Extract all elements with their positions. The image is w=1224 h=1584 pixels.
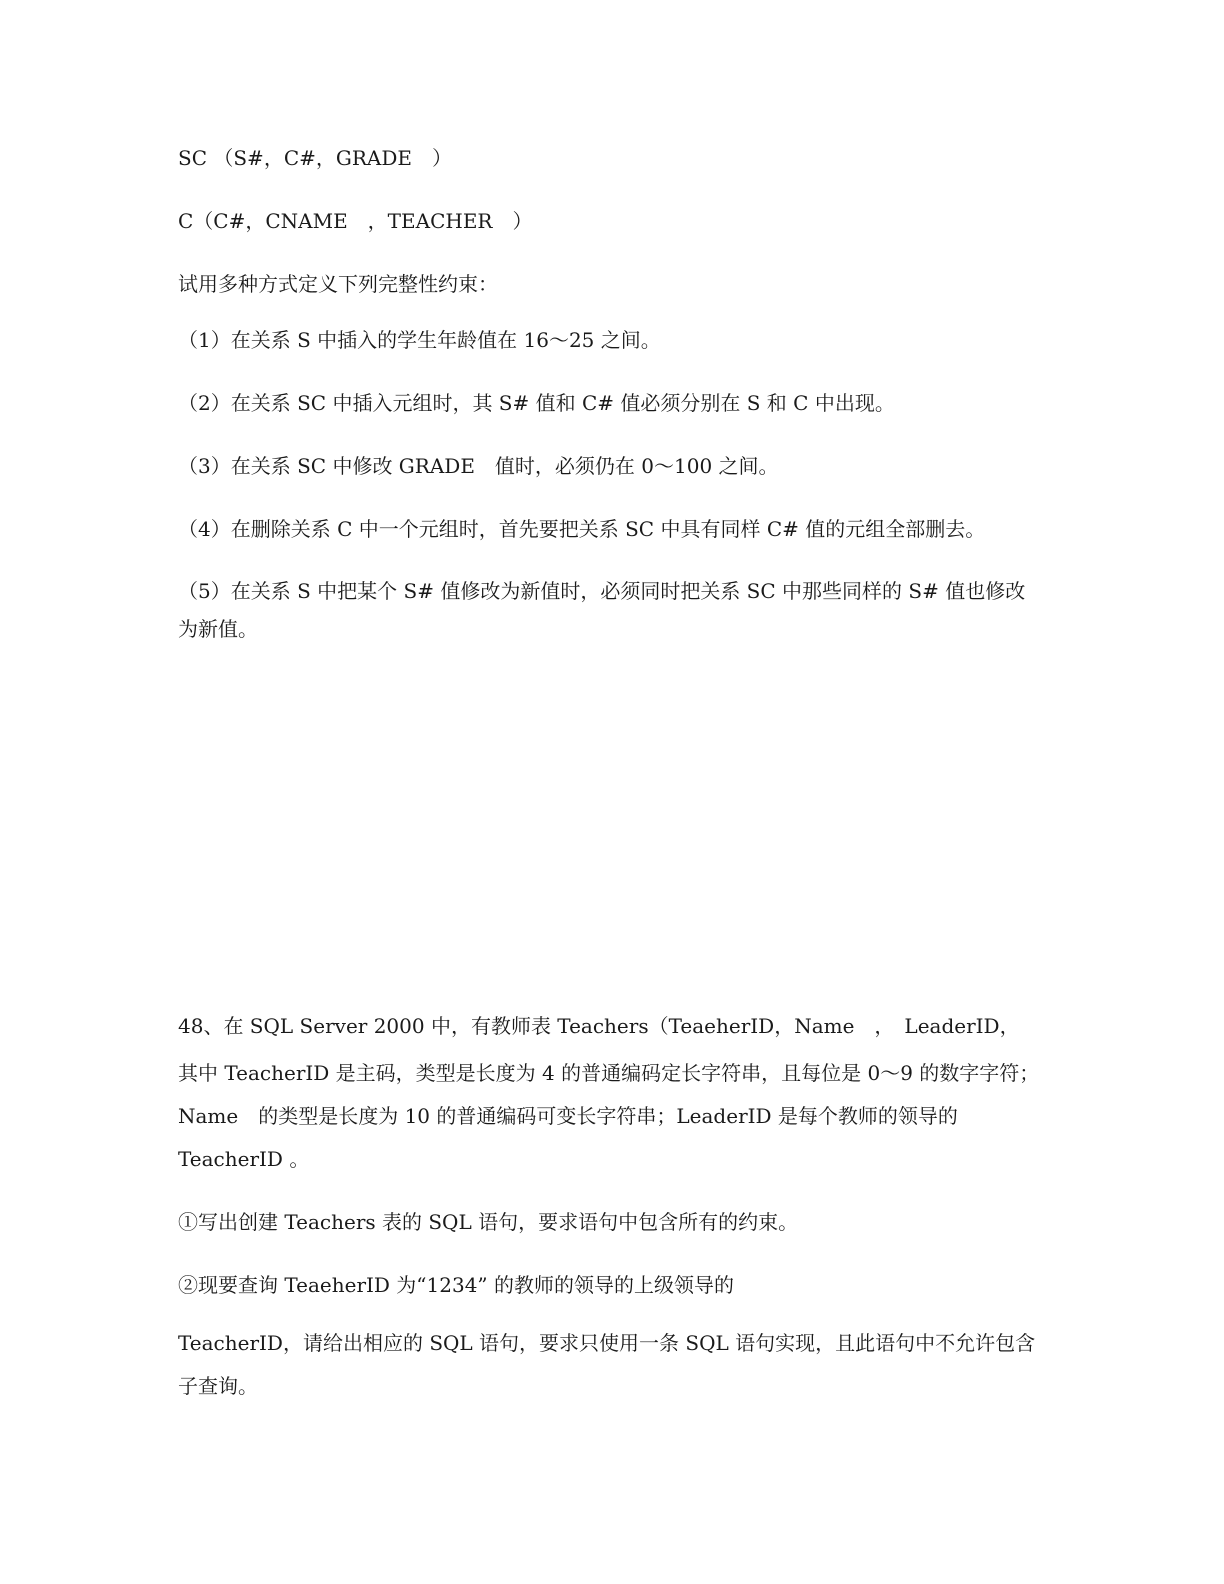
constraint-item-5: （5）在关系 S 中把某个 S# 值修改为新值时，必须同时把关系 SC 中那些同样的 S# 值也修改为新值。 [178,579,1026,641]
question-48-body: 其中 TeacherID 是主码，类型是长度为 4 的普通编码定长字符串，且每位是 0～9 的数字字符；Name 的类型是长度为 10 的普通编码可变长字符串；LeaderID 是每个教师的领导的 TeacherID 。 [178,1061,1040,1171]
constraint-item-2: （2）在关系 SC 中插入元组时，其 S# 值和 C# 值必须分别在 S 和 C 中出现。 [178,391,895,415]
constraint-item-4: （4）在删除关系 C 中一个元组时，首先要把关系 SC 中具有同样 C# 值的元组全部删去。 [178,517,986,541]
constraints-intro: 试用多种方式定义下列完整性约束： [178,272,498,296]
constraint-item-1: （1）在关系 S 中插入的学生年龄值在 16～25 之间。 [178,328,661,352]
question-48-heading: 48、在 SQL Server 2000 中，有教师表 Teachers（TeaeherID，Name ， LeaderID， [178,1014,1020,1038]
schema-sc: SC （S#，C#，GRADE ） [178,146,452,170]
constraint-item-3: （3）在关系 SC 中修改 GRADE 值时，必须仍在 0～100 之间。 [178,454,779,478]
sub-question-2-line-1: ②现要查询 TeaeherID 为“1234” 的教师的领导的上级领导的 [178,1273,735,1297]
sub-question-1: ①写出创建 Teachers 表的 SQL 语句，要求语句中包含所有的约束。 [178,1210,799,1234]
schema-c: C（C#，CNAME ，TEACHER ） [178,209,533,233]
sub-question-2-line-2: TeacherID，请给出相应的 SQL 语句，要求只使用一条 SQL 语句实现，且此语句中不允许包含子查询。 [178,1331,1036,1398]
